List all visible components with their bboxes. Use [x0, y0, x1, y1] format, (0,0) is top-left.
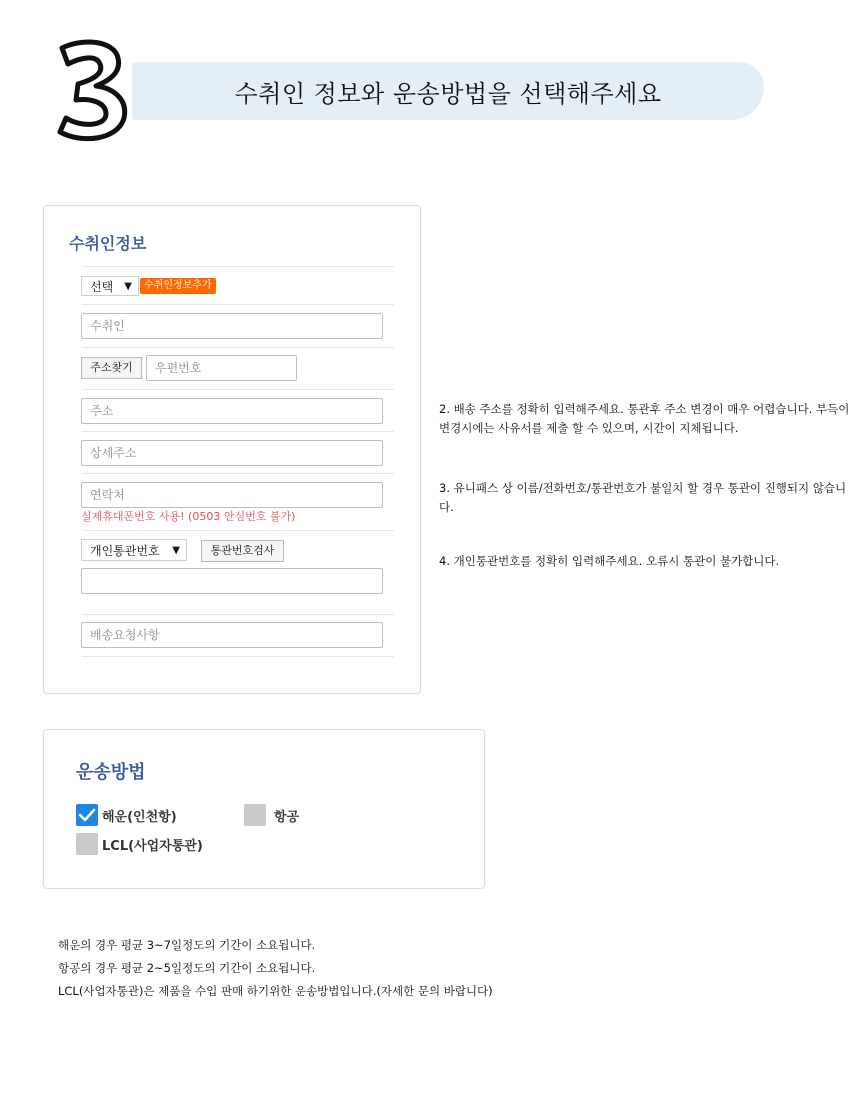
recipient-name-input[interactable]: 수취인: [81, 313, 383, 339]
shipping-option-lcl-checkbox[interactable]: [76, 833, 98, 855]
divider: [82, 656, 394, 657]
shipping-method-card: [43, 729, 485, 889]
detail-address-input[interactable]: 상세주소: [81, 440, 383, 466]
customs-number-check-button[interactable]: 통관번호검사: [201, 540, 284, 562]
shipping-note-sea: 해운의 경우 평균 3~7일정도의 기간이 소요됩니다.: [58, 938, 316, 952]
customs-type-select[interactable]: [81, 539, 187, 561]
divider: [82, 266, 394, 267]
shipping-note-air: 항공의 경우 평균 2~5일정도의 기간이 소요됩니다.: [58, 961, 316, 975]
shipping-option-air-label: 항공: [274, 810, 300, 825]
divider: [82, 304, 394, 305]
contact-warning-text: 실제휴대폰번호 사용! (0503 안심번호 불가): [81, 510, 296, 523]
checkmark-icon: [76, 804, 98, 826]
chevron-down-icon: ▼: [172, 545, 180, 556]
note-unipass: 3. 유니패스 상 이름/전화번호/통관번호가 불일치 할 경우 통관이 진행되지 않습니다.: [439, 481, 847, 514]
divider: [82, 347, 394, 348]
customs-type-select-value: 개인통관번호: [90, 544, 160, 558]
customs-number-input[interactable]: [81, 568, 383, 594]
divider: [82, 473, 394, 474]
add-recipient-button[interactable]: 수취인정보추가: [140, 278, 216, 294]
note-address: 2. 배송 주소를 정확히 입력해주세요. 통관후 주소 변경이 매우 어렵습니다. 부득이 변경시에는 사유서를 제출 할 수 있으며, 시간이 지체됩니다.: [439, 402, 850, 435]
chevron-down-icon: ▼: [124, 281, 132, 292]
step-number-icon: [52, 21, 134, 144]
postcode-input[interactable]: 우편번호: [146, 355, 297, 381]
shipping-note-lcl: LCL(사업자통관)은 제품을 수입 판매 하기위한 운송방법입니다.(자세한 문의 바랍니다): [58, 984, 493, 998]
address-input[interactable]: 주소: [81, 398, 383, 424]
recipient-info-card: [43, 205, 421, 694]
divider: [82, 530, 394, 531]
divider: [82, 431, 394, 432]
page-title: 수취인 정보와 운송방법을 선택해주세요: [234, 80, 662, 108]
shipping-notes: [58, 934, 493, 1003]
recipient-select-value: 선택: [90, 280, 114, 294]
shipping-option-sea-label: 해운(인천항): [102, 810, 177, 825]
header-banner: [132, 62, 764, 120]
find-address-button[interactable]: 주소찾기: [81, 357, 142, 379]
delivery-request-input[interactable]: 배송요청사항: [81, 622, 383, 648]
recipient-info-title: 수취인정보: [69, 234, 147, 253]
shipping-option-sea-checkbox[interactable]: [76, 804, 98, 826]
svg-text:3: 3: [52, 21, 63, 40]
divider: [82, 614, 394, 615]
shipping-option-air-checkbox[interactable]: [244, 804, 266, 826]
contact-input[interactable]: 연락처: [81, 482, 383, 508]
divider: [82, 389, 394, 390]
note-customs-number: 4. 개인통관번호를 정확히 입력해주세요. 오류시 통관이 불가합니다.: [439, 554, 780, 568]
shipping-option-lcl-label: LCL(사업자통관): [102, 839, 203, 854]
recipient-select[interactable]: [81, 276, 139, 296]
shipping-method-title: 운송방법: [76, 762, 146, 783]
